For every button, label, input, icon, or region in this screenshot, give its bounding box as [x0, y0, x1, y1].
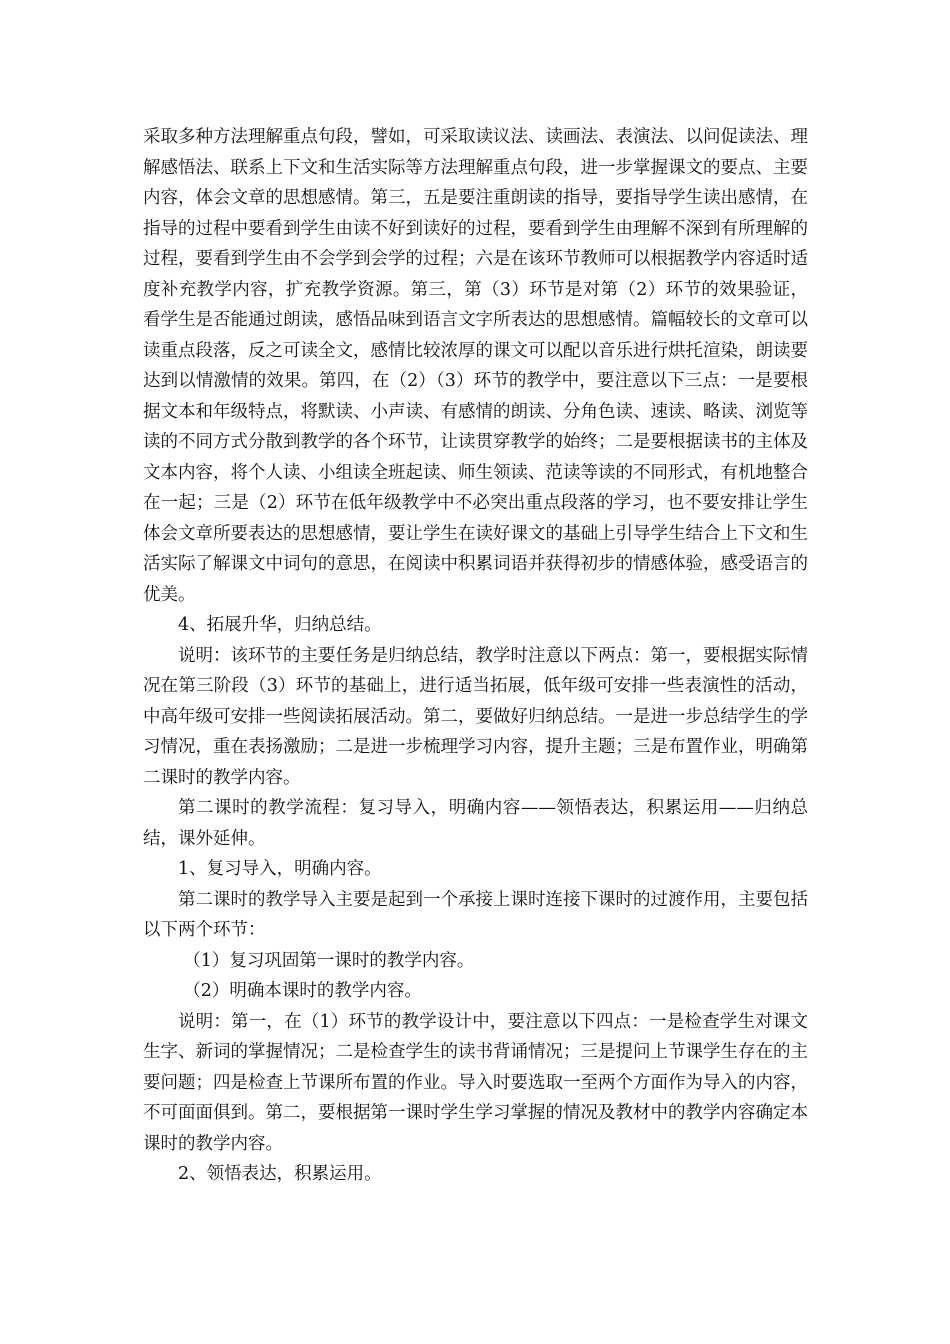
heading-review-introduction: 1、复习导入，明确内容。	[178, 859, 382, 879]
document-page	[143, 122, 808, 1190]
heading-comprehend-expression: 2、领悟表达，积累运用。	[178, 1164, 382, 1184]
paragraph-reading-guidance: 采取多种方法理解重点句段，譬如，可采取读议法、读画法、表演法、以问促读法、理解感悟法、联系上下文和生活实际等方法理解重点句段，进一步掌握课文的要点、主要内容，体会文章的思想感情。第三，五是要注重朗读的指导，要指导学生读出感情，在指导的过程中要看到学生由读不好到读好的过程，要看到学生由理解不深到有所理解的过程，要看到学生由不会学到会学的过程；六是在该环节教师可以根据教学内容适时适度补充教学内容，扩充教学资源。第三，第（3）环节是对第（2）环节的效果验证，看学生是否能通过朗读，感悟品味到语言文字所表达的思想感情。篇幅较长的文章可以读重点段落，反之可读全文，感情比较浓厚的课文可以配以音乐进行烘托渲染，朗读要达到以情激情的效果。第四，在（2）（3）环节的教学中，要注意以下三点：一是要根据文本和年级特点，将默读、小声读、有感情的朗读、分角色读、速读、略读、浏览等读的不同方式分散到教学的各个环节，让读贯穿教学的始终；二是要根据读书的主体及文本内容，将个人读、小组读全班起读、师生领读、范读等读的不同形式，有机地整合在一起；三是（2）环节在低年级教学中不必突出重点段落的学习，也不要安排让学生体会文章所要表达的思想感情，要让学生在读好课文的基础上引导学生结合上下文和生活实际了解课文中词句的意思，在阅读中积累词语并获得初步的情感体验，感受语言的优美。	[143, 127, 808, 605]
list-item-review: （1）复习巩固第一课时的教学内容。	[183, 950, 475, 971]
paragraph-summary-explanation: 说明：该环节的主要任务是归纳总结，教学时注意以下两点：第一，要根据实际情况在第三阶段（3）环节的基础上，进行适当拓展，低年级可安排一些表演性的活动，中高年级可安排一些阅读拓展活动。第二，要做好归纳总结。一是进一步总结学生的学习情况，重在表扬激励；二是进一步梳理学习内容，提升主题；三是布置作业，明确第二课时的教学内容。	[143, 645, 808, 788]
paragraph-intro-explanation: 说明：第一，在（1）环节的教学设计中，要注意以下四点：一是检查学生对课文生字、新词的掌握情况；二是检查学生的读书背诵情况；三是提问上节课学生存在的主要问题；四是检查上节课所布置的作业。导入时要选取一至两个方面作为导入的内容，不可面面俱到。第二，要根据第一课时学生学习掌握的情况及教材中的教学内容确定本课时的教学内容。	[143, 1011, 808, 1154]
paragraph-second-lesson-intro: 第二课时的教学导入主要是起到一个承接上课时连接下课时的过渡作用，主要包括以下两个环节：	[143, 889, 808, 940]
paragraph-second-lesson-flow: 第二课时的教学流程：复习导入，明确内容——领悟表达，积累运用——归纳总结，课外延伸。	[143, 798, 808, 849]
heading-extend-summarize: 4、拓展升华，归纳总结。	[178, 615, 382, 635]
list-item-clarify: （2）明确本课时的教学内容。	[183, 981, 422, 1001]
